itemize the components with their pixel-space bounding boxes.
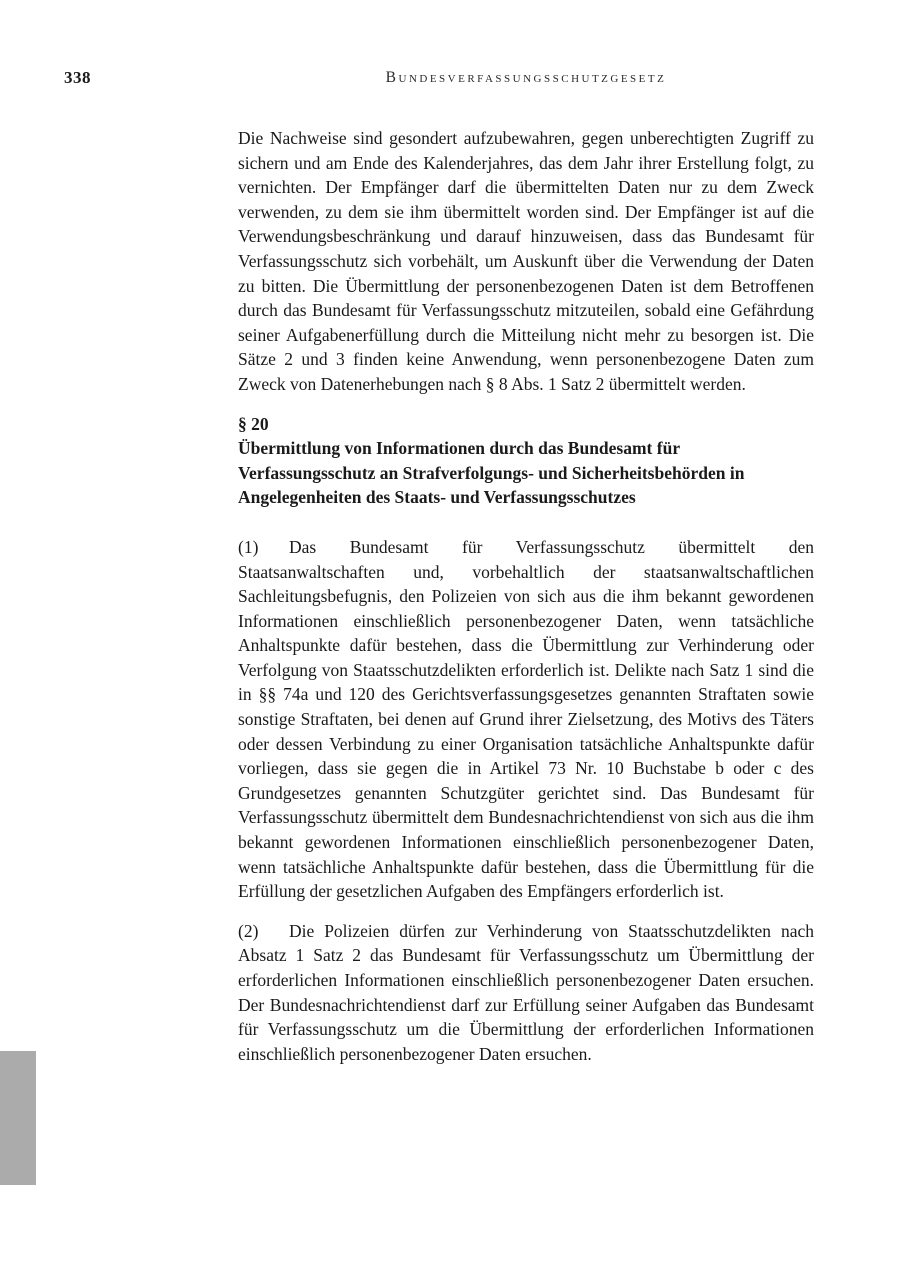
- text-column: [238, 126, 814, 1066]
- page-number: 338: [64, 68, 91, 87]
- intro-paragraph: Die Nachweise sind gesondert aufzubewahren, gegen unberechtigten Zugriff zu sichern und am Ende des Kalenderjahres, das dem Jahr ihrer Erstellung folgt, zu vernichten. Der Empfänger darf die übermittelten Daten nur zu dem Zweck verwenden, zu dem sie ihm übermittelt worden sind. Der Empfänger ist auf die Verwendungsbeschränkung und darauf hinzuweisen, dass das Bundesamt für Verfassungsschutz sich vorbehält, um Auskunft über die Verwendung der Daten zu bitten. Die Übermittlung der personenbezogenen Daten ist dem Betroffenen durch das Bundesamt für Verfassungsschutz mitzuteilen, sobald eine Gefährdung seiner Aufgabenerfüllung durch die Mitteilung nicht mehr zu besorgen ist. Die Sätze 2 und 3 finden keine Anwendung, wenn personenbezogene Daten zum Zweck von Datenerhebungen nach § 8 Abs. 1 Satz 2 übermittelt werden.: [238, 128, 814, 394]
- paragraph-2-marker: (2): [238, 920, 259, 941]
- section-heading: [238, 412, 814, 510]
- thumb-index-marker: [0, 1051, 36, 1185]
- section-title: Übermittlung von Informationen durch das Bundesamt für Verfassungsschutz an Strafverfolgungs- und Sicherheitsbehörden in Angelegenheiten des Staats- und Verfassungsschutzes: [238, 438, 745, 508]
- paragraph-2-text: Die Polizeien dürfen zur Verhinderung von Staatsschutzdelikten nach Absatz 1 Satz 2 das Bundesamt für Verfassungsschutz um Übermittlung der erforderlichen Informationen einschließlich personenbezogener Daten ersuchen. Der Bundesnachrichtendienst darf zur Erfüllung seiner Aufgaben das Bundesamt für Verfassungsschutz um die Übermittlung der erforderlichen Informationen einschließlich personenbezogener Daten ersuchen.: [238, 920, 814, 1064]
- paragraph-1-marker: (1): [238, 536, 259, 557]
- paragraph-1: [238, 535, 814, 904]
- section-number: § 20: [238, 413, 269, 434]
- running-head: Bundesverfassungsschutzgesetz: [385, 69, 667, 86]
- paragraph-1-text: Das Bundesamt für Verfassungsschutz übermittelt den Staatsanwaltschaften und, vorbehaltlich der staatsanwaltschaftlichen Sachleitungsbefugnis, den Polizeien von sich aus die ihm bekannt gewordenen Informationen einschließlich personenbezogener Daten, wenn tatsächliche Anhaltspunkte dafür bestehen, dass die Übermittlung zur Verhinderung oder Verfolgung von Staatsschutzdelikten erforderlich ist. Delikte nach Satz 1 sind die in §§ 74a und 120 des Gerichtsverfassungsgesetzes genannten Straftaten sowie sonstige Straftaten, bei denen auf Grund ihrer Zielsetzung, des Motivs des Täters oder dessen Verbindung zu einer Organisation tatsächliche Anhaltspunkte dafür vorliegen, dass sie gegen die in Artikel 73 Nr. 10 Buchstabe b oder c des Grundgesetzes genannten Schutzgüter gerichtet sind. Das Bundesamt für Verfassungsschutz übermittelt dem Bundesnachrichtendienst von sich aus die ihm bekannt gewordenen Informationen einschließlich personenbezogener Daten, wenn tatsächliche Anhaltspunkte dafür bestehen, dass die Übermittlung für die Erfüllung der gesetzlichen Aufgaben des Empfängers erforderlich ist.: [238, 536, 814, 902]
- paragraph-2: [238, 919, 814, 1067]
